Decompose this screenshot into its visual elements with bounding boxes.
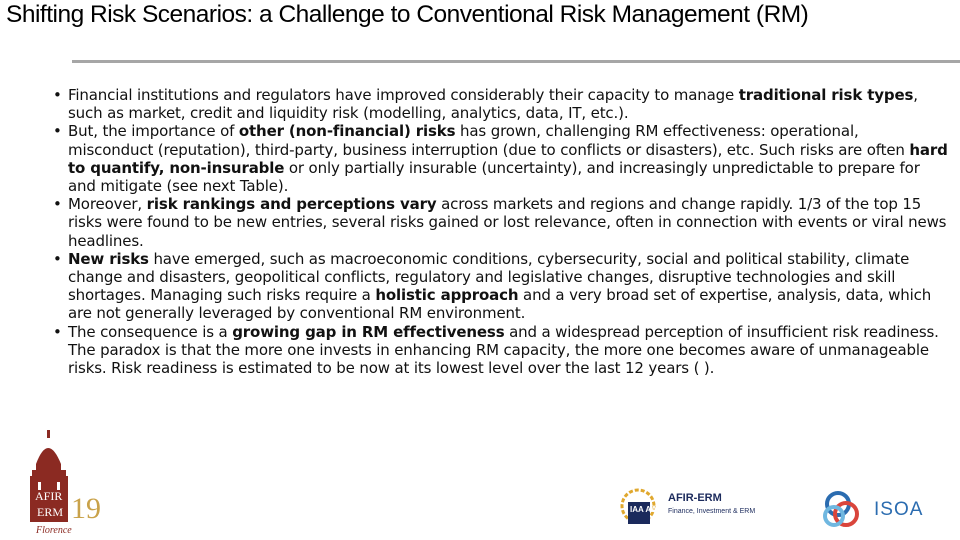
- bullet-text: Financial institutions and regulators have improved considerably their capacity to manage: [68, 86, 739, 104]
- bullet-text: and a widespread perception of insufficient risk readiness. The paradox is that the more one invests in enhancing RM capacity, the more one becomes aware of unmanageable risks. Risk readiness is estimated to be now at its lowest level over the last 12 years ( ).: [68, 322, 939, 378]
- bullet-emphasis: traditional risk types: [738, 86, 914, 104]
- bullet-text: The consequence is a: [68, 322, 233, 341]
- afir-word2: ERM: [37, 505, 64, 519]
- bullet-text: has grown, challenging RM effectiveness: operational, misconduct (reputation), third-party, business interruption (due to conflicts or disasters), etc. Such risks are often: [68, 122, 910, 159]
- bullet-emphasis: risk rankings and perceptions vary: [146, 195, 437, 214]
- bullet-list: [48, 86, 948, 377]
- bullet-text: But, the importance of: [68, 122, 239, 141]
- bullet-emphasis: holistic approach: [375, 286, 519, 305]
- iaa-globe-icon: [616, 486, 664, 530]
- bullet-emphasis: other (non-financial) risks: [238, 122, 456, 141]
- bullet-item: [48, 122, 948, 195]
- afir-word1: AFIR: [35, 489, 63, 503]
- bullet-emphasis: hard to quantify, non-insurable: [68, 140, 948, 177]
- title-underline: [72, 60, 960, 63]
- afir-city: Florence: [36, 525, 72, 535]
- isoa-rings-icon: [818, 488, 868, 532]
- iaa-mark-text: IAA AAI: [630, 505, 660, 514]
- bullet-item: [48, 323, 948, 378]
- bullet-text: or only partially insurable (uncertainty), and increasingly unpredictable to prepare for and mitigate (see next Table).: [68, 158, 920, 196]
- bullet-text: , such as market, credit and liquidity risk (modelling, analytics, data, IT, etc.).: [68, 86, 918, 123]
- slide-title: Shifting Risk Scenarios: a Challenge to Conventional Risk Management (RM): [6, 1, 809, 28]
- iaa-name: AFIR-ERM: [668, 492, 722, 504]
- bullet-item: [48, 86, 948, 122]
- bullet-item: [48, 195, 948, 250]
- bullet-text: across markets and regions and change rapidly. 1/3 of the top 15 risks were found to be new entries, several risks gained or lost relevance, often in connection with events or viral news headlines.: [68, 195, 947, 250]
- isoa-name: ISOA: [874, 499, 924, 520]
- bullet-emphasis: growing gap in RM effectiveness: [232, 322, 505, 341]
- bullet-text: and a very broad set of expertise, analysis, data, which are not generally leveraged by conventional RM environment.: [68, 286, 932, 323]
- bullet-text: have emerged, such as macroeconomic conditions, cybersecurity, social and political stability, climate change and disasters, geopolitical conflicts, regulatory and legislative changes, disruptive technologies and skill shortages. Managing such risks require a: [68, 249, 910, 305]
- bullet-item: [48, 250, 948, 323]
- iaa-tagline: Finance, Investment & ERM: [668, 508, 756, 515]
- iaa-afir-erm-logo: [616, 486, 776, 530]
- isoa-logo: [818, 488, 938, 532]
- bullet-text: Moreover,: [68, 195, 147, 214]
- afir-erm-colloquium-logo: [28, 430, 128, 535]
- bullet-emphasis: New risks: [68, 249, 149, 268]
- afir-year: 19: [71, 492, 101, 525]
